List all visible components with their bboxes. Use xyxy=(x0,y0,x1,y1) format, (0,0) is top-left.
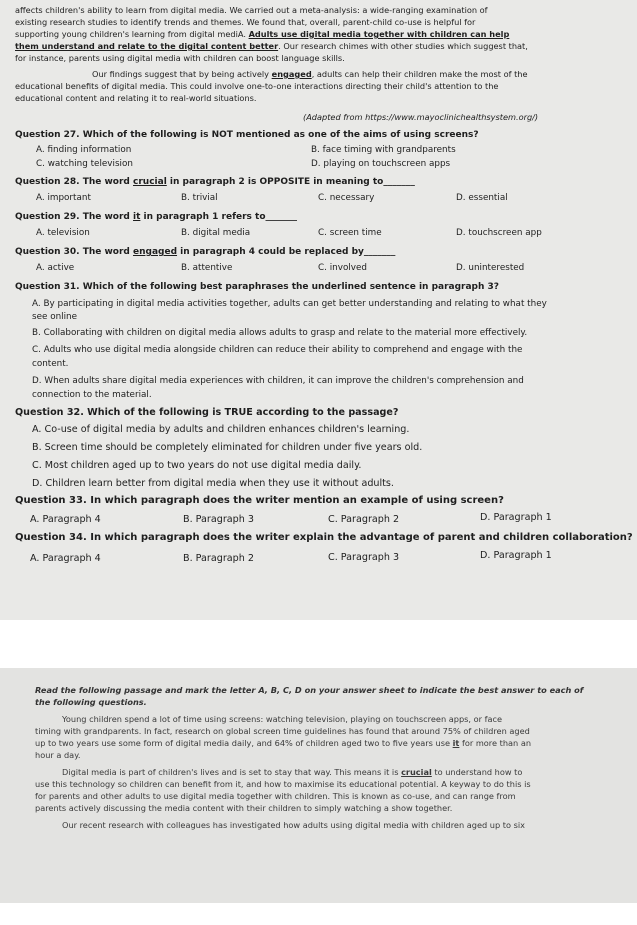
q34-option-b[interactable]: B. Paragraph 2 xyxy=(183,553,254,564)
question-27-stem: Question 27. Which of the following is NOT mentioned as one of the aims of using screens? xyxy=(15,130,479,140)
question-28-stem xyxy=(15,177,415,187)
stem-text: in paragraph 4 could be replaced by_______ xyxy=(177,247,396,257)
passage-text: up to two years use some form of digital media daily, and 64% of children aged two to five years use xyxy=(35,738,453,748)
passage-line: affects children's ability to learn from digital media. We carried out a meta-analysis: a wide-ranging examination of xyxy=(15,5,488,15)
crucial-word: crucial xyxy=(133,177,167,187)
q27-option-d[interactable]: D. playing on touchscreen apps xyxy=(311,159,451,169)
q31-option-c[interactable]: C. Adults who use digital media alongside children can reduce their ability to comprehend and engage with the xyxy=(32,345,523,355)
stem-text: in paragraph 1 refers to_______ xyxy=(140,212,298,222)
passage-line: Our recent research with colleagues has investigated how adults using digital media with children aged up to six xyxy=(62,820,526,830)
question-31-stem: Question 31. Which of the following best paraphrases the underlined sentence in paragraph 3? xyxy=(15,282,500,292)
q31-option-a[interactable]: A. By participating in digital media activities together, adults can get better understanding and relating to what they xyxy=(32,299,547,309)
q27-option-c[interactable]: C. watching television xyxy=(36,159,133,169)
passage-text: supporting young children's learning from digital mediA. xyxy=(15,29,246,39)
passage-line xyxy=(15,29,509,39)
q34-option-c[interactable]: C. Paragraph 3 xyxy=(328,552,400,563)
question-30-stem xyxy=(15,247,395,257)
q31-option-a-cont[interactable]: see online xyxy=(32,312,78,322)
q30-option-b[interactable]: B. attentive xyxy=(181,263,233,273)
q28-option-a[interactable]: A. important xyxy=(36,193,91,203)
q34-option-a[interactable]: A. Paragraph 4 xyxy=(30,553,101,564)
q31-option-b[interactable]: B. Collaborating with children on digital media allows adults to grasp and relate to the material more effectively. xyxy=(32,328,528,338)
q32-option-a[interactable]: A. Co-use of digital media by adults and children enhances children's learning. xyxy=(32,424,410,435)
passage-line: for instance, parents using digital media with children can boost language skills. xyxy=(15,53,345,63)
passage-line: Young children spend a lot of time using screens: watching television, playing on touchscreen apps, or face xyxy=(62,714,503,724)
underlined-sentence-part-1: Adults use digital media together with children can help xyxy=(248,29,510,39)
question-33-stem: Question 33. In which paragraph does the writer mention an example of using screen? xyxy=(15,495,504,506)
q27-option-b[interactable]: B. face timing with grandparents xyxy=(311,145,456,155)
q30-option-d[interactable]: D. uninterested xyxy=(456,263,525,273)
passage-text: for more than an xyxy=(459,738,532,748)
page-gap xyxy=(0,620,637,668)
q32-option-c[interactable]: C. Most children aged up to two years do not use digital media daily. xyxy=(32,460,362,471)
engaged-word: engaged xyxy=(133,247,178,257)
passage-line: parents actively discussing the media content with their children to simply watching a show together. xyxy=(35,803,453,813)
q29-option-a[interactable]: A. television xyxy=(36,228,90,238)
stem-text: Question 30. The word xyxy=(15,247,134,257)
passage-line: use this technology so children can benefit from it, and how to maximise its educational potential. A keyway to do this is xyxy=(35,779,531,789)
question-32-stem: Question 32. Which of the following is TRUE according to the passage? xyxy=(15,407,399,418)
it-word: it xyxy=(133,212,141,222)
q28-option-d[interactable]: D. essential xyxy=(456,193,508,203)
reading-instruction: Read the following passage and mark the letter A, B, C, D on your answer sheet to indicate the best answer to each of xyxy=(35,685,584,695)
question-29-stem xyxy=(15,212,297,222)
q32-option-d[interactable]: D. Children learn better from digital media when they use it without adults. xyxy=(32,478,394,489)
q31-option-d-cont[interactable]: connection to the material. xyxy=(32,390,152,400)
passage-text: Digital media is part of children's lives and is set to stay that way. This means it is xyxy=(62,767,402,777)
q28-option-c[interactable]: C. necessary xyxy=(318,193,375,203)
passage-line: educational benefits of digital media. This could involve one-to-one interactions directing their child's attention to the xyxy=(15,81,499,91)
passage-line: existing research studies to identify trends and themes. We found that, overall, parent-child co-use is helpful for xyxy=(15,17,476,27)
q33-option-c[interactable]: C. Paragraph 2 xyxy=(328,514,400,525)
q30-option-c[interactable]: C. involved xyxy=(318,263,367,273)
q28-option-b[interactable]: B. trivial xyxy=(181,193,218,203)
stem-text: Question 28. The word xyxy=(15,177,134,187)
page-bottom-margin xyxy=(0,903,637,925)
passage-text: , adults can help their children make the most of the xyxy=(311,69,528,79)
passage-line xyxy=(62,767,522,777)
stem-text: in paragraph 2 is OPPOSITE in meaning to_______ xyxy=(166,177,415,187)
it-word: it xyxy=(452,738,460,748)
source-citation: (Adapted from https://www.mayoclinichealthsystem.org/) xyxy=(303,112,539,122)
q34-option-d[interactable]: D. Paragraph 1 xyxy=(480,550,552,561)
q29-option-d[interactable]: D. touchscreen app xyxy=(456,228,542,238)
q30-option-a[interactable]: A. active xyxy=(36,263,75,273)
crucial-word: crucial xyxy=(401,767,432,777)
passage-line xyxy=(35,738,531,748)
q33-option-b[interactable]: B. Paragraph 3 xyxy=(183,514,254,525)
q31-option-d[interactable]: D. When adults share digital media experiences with children, it can improve the children's comprehension and xyxy=(32,376,524,386)
q33-option-d[interactable]: D. Paragraph 1 xyxy=(480,512,552,523)
passage-text: to understand how to xyxy=(431,767,523,777)
engaged-word: engaged xyxy=(271,69,312,79)
passage-text: . Our research chimes with other studies which suggest that, xyxy=(278,41,528,51)
q32-option-b[interactable]: B. Screen time should be completely eliminated for children under five years old. xyxy=(32,442,423,453)
underlined-sentence-part-2: them understand and relate to the digital content better xyxy=(15,41,279,51)
passage-line: educational content and relating it to real-world situations. xyxy=(15,93,257,103)
question-34-stem: Question 34. In which paragraph does the writer explain the advantage of parent and children collaboration? xyxy=(15,532,633,543)
passage-line xyxy=(15,41,528,51)
q29-option-b[interactable]: B. digital media xyxy=(181,228,251,238)
passage-line: timing with grandparents. In fact, research on global screen time guidelines has found that around 75% of children aged xyxy=(35,726,530,736)
passage-line: for parents and other adults to use digital media together with children. This is known as co-use, and can range from xyxy=(35,791,516,801)
reading-instruction: the following questions. xyxy=(35,697,147,707)
passage-text: Our findings suggest that by being actively xyxy=(92,69,270,79)
passage-line xyxy=(92,69,528,79)
worksheet-page-bottom xyxy=(0,668,637,903)
q31-option-c-cont[interactable]: content. xyxy=(32,359,69,369)
q33-option-a[interactable]: A. Paragraph 4 xyxy=(30,514,101,525)
q29-option-c[interactable]: C. screen time xyxy=(318,228,382,238)
stem-text: Question 29. The word xyxy=(15,212,134,222)
passage-line: hour a day. xyxy=(35,750,81,760)
q27-option-a[interactable]: A. finding information xyxy=(36,145,132,155)
